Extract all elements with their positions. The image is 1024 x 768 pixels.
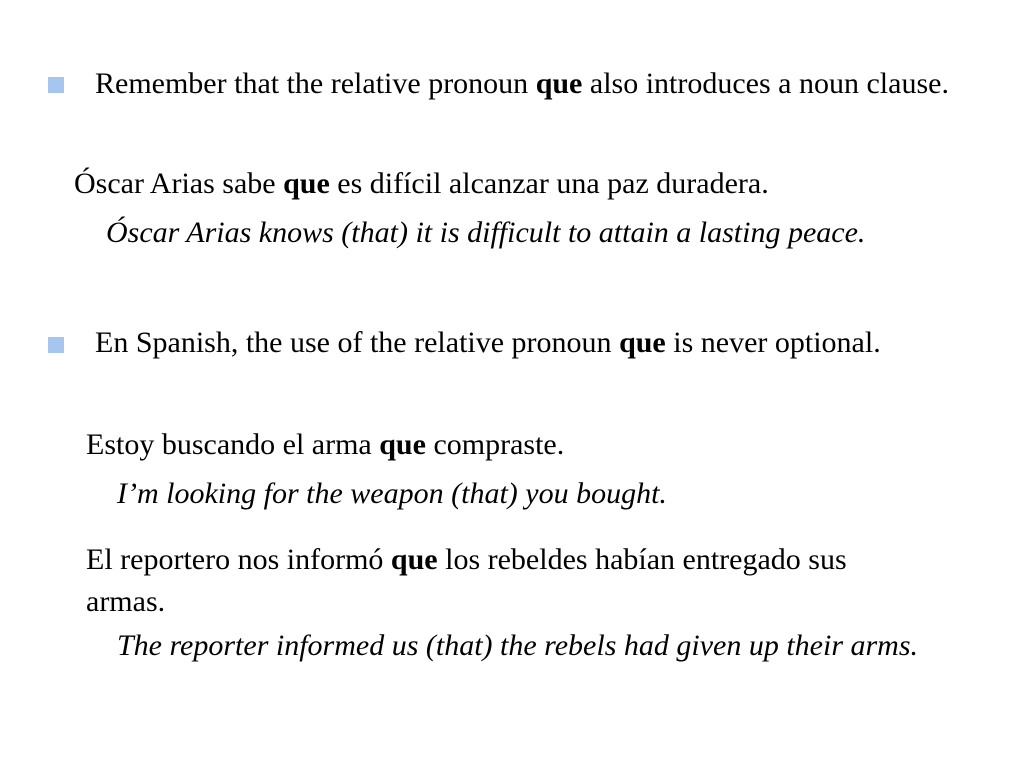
- bullet-text-before: Remember that the relative pronoun: [95, 67, 536, 100]
- example-english-translation: Óscar Arias knows (that) it is difficult to attain a lasting peace.: [106, 216, 866, 249]
- bold-keyword-que: que: [619, 326, 666, 359]
- bullet-point-never-optional: [95, 322, 1010, 364]
- bold-keyword-que: que: [283, 167, 330, 200]
- square-bullet-icon: [48, 337, 64, 353]
- bullet-text-before: En Spanish, the use of the relative pronoun: [95, 326, 620, 359]
- bold-keyword-que: que: [535, 67, 583, 100]
- example-text-before: Óscar Arias sabe: [74, 167, 284, 200]
- bold-keyword-que: que: [390, 543, 438, 576]
- square-bullet-icon: [48, 77, 64, 93]
- example-spanish-sentence: [86, 424, 986, 466]
- example-text-before: El reportero nos informó: [86, 543, 391, 576]
- example-text-after: compraste.: [425, 428, 565, 461]
- bullet-text-after: is never optional.: [665, 326, 881, 359]
- example-spanish-sentence: [74, 163, 994, 205]
- example-spanish-sentence: [86, 539, 886, 623]
- example-text-before: Estoy buscando el arma: [86, 428, 380, 461]
- bullet-point-noun-clause: [95, 63, 1010, 105]
- example-english-translation: The reporter informed us (that) the rebels had given up their arms.: [117, 629, 919, 662]
- bold-keyword-que: que: [379, 428, 426, 461]
- example-english-translation: I’m looking for the weapon (that) you bought.: [117, 477, 667, 510]
- example-text-after: es difícil alcanzar una paz duradera.: [329, 167, 769, 200]
- example-text-after: los rebeldes habían entregado sus armas.: [86, 543, 847, 618]
- bullet-text-after: also introduces a noun clause.: [582, 67, 949, 100]
